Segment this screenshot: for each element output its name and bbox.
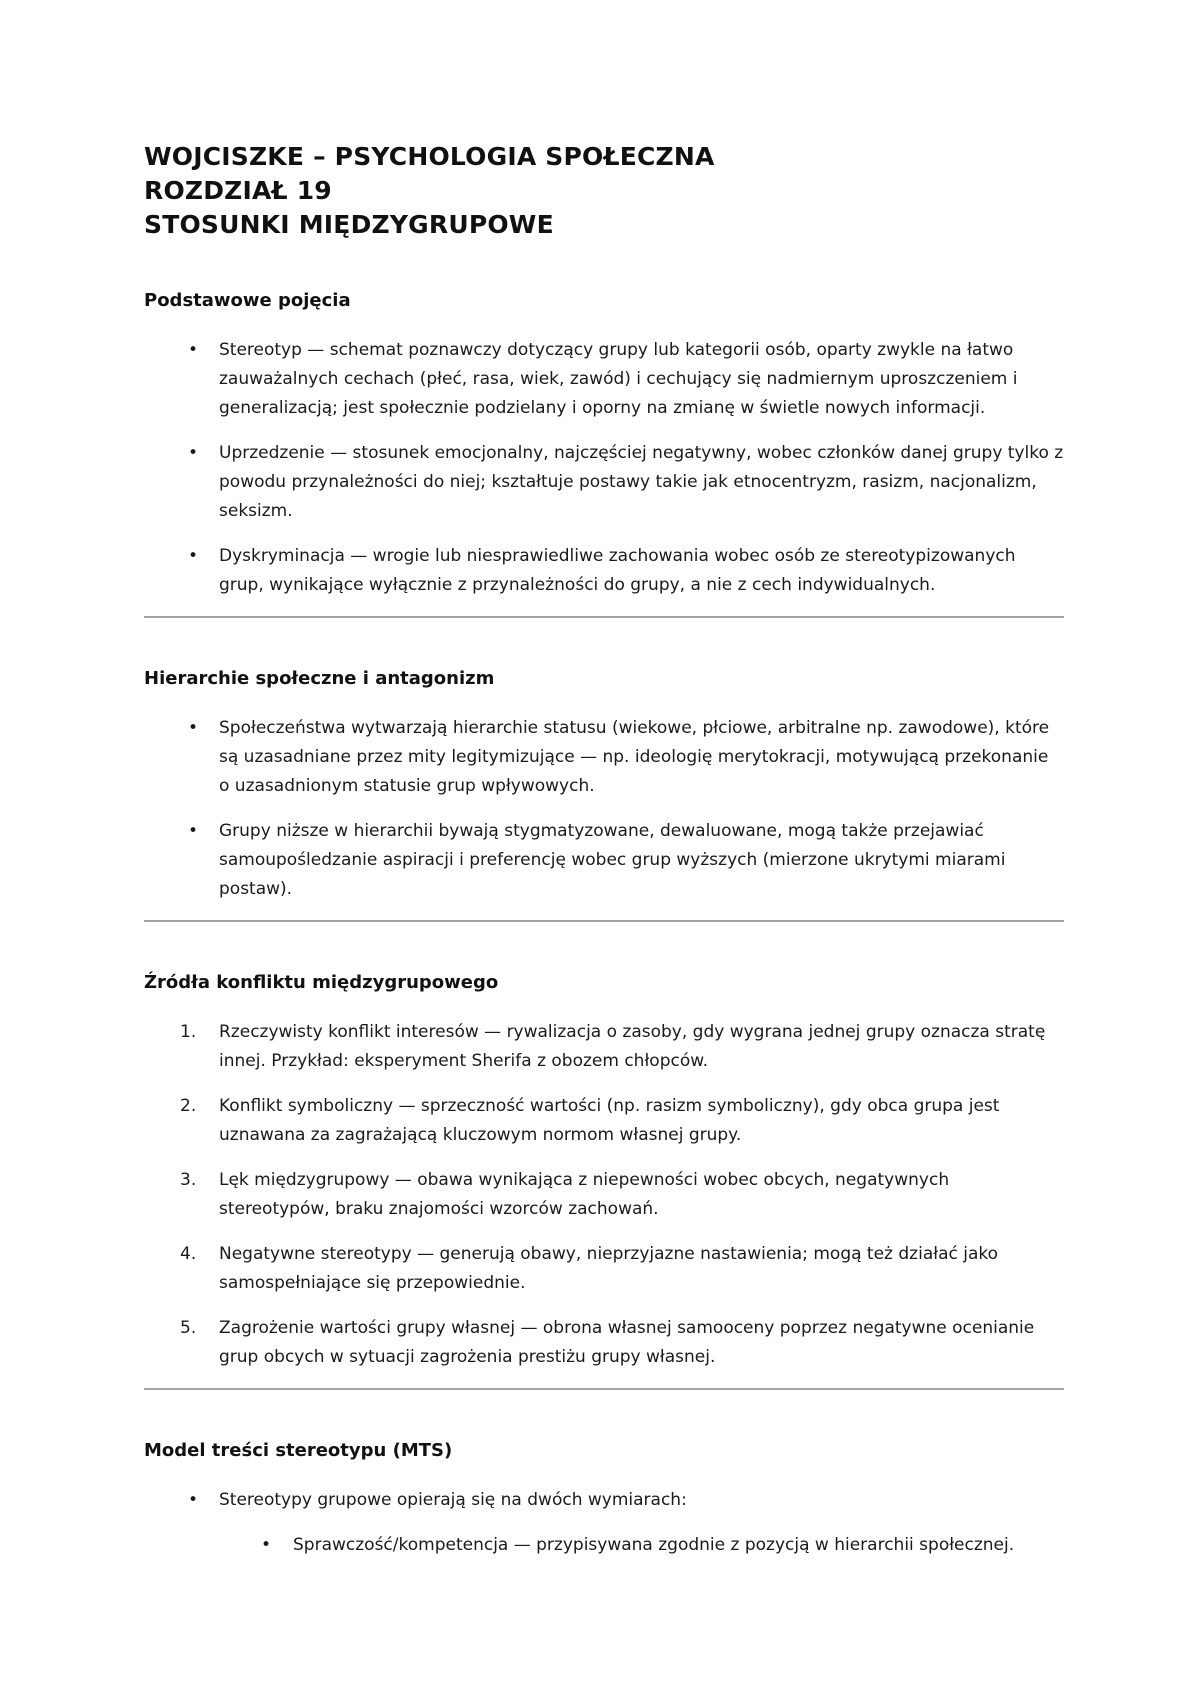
bullet-icon: • xyxy=(188,718,199,738)
section-divider xyxy=(144,920,1064,922)
bullet-icon: • xyxy=(188,1490,199,1510)
section-conflict-sources xyxy=(144,970,1064,1372)
section-basic-concepts xyxy=(144,288,1064,600)
list-number: 5. xyxy=(180,1318,197,1338)
bullet-icon: • xyxy=(188,340,199,360)
section-divider xyxy=(144,1388,1064,1390)
bullet-icon: • xyxy=(188,546,199,566)
list-item xyxy=(144,439,1064,526)
sub-list-item xyxy=(144,1531,1064,1560)
bullet-list xyxy=(144,714,1064,904)
list-number: 3. xyxy=(180,1170,197,1190)
numbered-list xyxy=(144,1018,1064,1372)
list-number: 4. xyxy=(180,1244,197,1264)
list-item xyxy=(144,1092,1064,1150)
list-number: 1. xyxy=(180,1022,197,1042)
list-item xyxy=(144,336,1064,423)
list-item-text: Lęk międzygrupowy — obawa wynikająca z niepewności wobec obcych, negatywnych stereotypów, braku znajomości wzorców zachowań. xyxy=(219,1170,950,1219)
document-content xyxy=(144,140,1064,1576)
bullet-list xyxy=(144,1486,1064,1560)
list-item xyxy=(144,1018,1064,1076)
bullet-icon: • xyxy=(188,821,199,841)
list-item xyxy=(144,714,1064,801)
list-item-text: Zagrożenie wartości grupy własnej — obrona własnej samooceny poprzez negatywne ocenianie grup obcych w sytuacji zagrożenia prestiżu grupy własnej. xyxy=(219,1318,1035,1367)
section-stereotype-content-model xyxy=(144,1438,1064,1560)
bullet-icon: • xyxy=(188,443,199,463)
title-line: WOJCISZKE – PSYCHOLOGIA SPOŁECZNA xyxy=(144,142,715,171)
title-line: ROZDZIAŁ 19 xyxy=(144,176,332,205)
section-heading: Model treści stereotypu (MTS) xyxy=(144,1440,453,1461)
bullet-icon: • xyxy=(261,1535,272,1555)
section-heading: Źródła konfliktu międzygrupowego xyxy=(144,972,499,993)
section-heading: Podstawowe pojęcia xyxy=(144,290,351,311)
list-item-text: Stereotypy grupowe opierają się na dwóch wymiarach: xyxy=(219,1490,687,1510)
section-heading: Hierarchie społeczne i antagonizm xyxy=(144,668,495,689)
list-item xyxy=(144,1166,1064,1224)
list-item xyxy=(144,542,1064,600)
list-item-text: Konflikt symboliczny — sprzeczność wartości (np. rasizm symboliczny), gdy obca grupa jest uznawana za zagrażającą kluczowym normom własnej grupy. xyxy=(219,1096,1000,1145)
list-item xyxy=(144,817,1064,904)
list-item xyxy=(144,1314,1064,1372)
list-number: 2. xyxy=(180,1096,197,1116)
list-item xyxy=(144,1240,1064,1298)
list-item-text: Grupy niższe w hierarchii bywają stygmatyzowane, dewaluowane, mogą także przejawiać samoupośledzanie aspiracji i preferencję wobec grup wyższych (mierzone ukrytymi miarami postaw). xyxy=(219,821,1006,899)
document-title xyxy=(144,140,1064,242)
section-divider xyxy=(144,616,1064,618)
bullet-list xyxy=(144,336,1064,600)
list-item-text: Uprzedzenie — stosunek emocjonalny, najczęściej negatywny, wobec członków danej grupy tylko z powodu przynależności do niej; kształtuje postawy takie jak etnocentryzm, rasizm, nacjonalizm, seksizm. xyxy=(219,443,1064,521)
list-item-text: Negatywne stereotypy — generują obawy, nieprzyjazne nastawienia; mogą też działać jako samospełniające się przepowiednie. xyxy=(219,1244,999,1293)
title-line: STOSUNKI MIĘDZYGRUPOWE xyxy=(144,210,554,239)
list-item-text: Rzeczywisty konflikt interesów — rywalizacja o zasoby, gdy wygrana jednej grupy oznacza stratę innej. Przykład: eksperyment Sherifa z obozem chłopców. xyxy=(219,1022,1046,1071)
section-social-hierarchies xyxy=(144,666,1064,904)
list-item-text: Dyskryminacja — wrogie lub niesprawiedliwe zachowania wobec osób ze stereotypizowanych grup, wynikające wyłącznie z przynależności do grupy, a nie z cech indywidualnych. xyxy=(219,546,1016,595)
list-item-text: Sprawczość/kompetencja — przypisywana zgodnie z pozycją w hierarchii społecznej. xyxy=(293,1535,1015,1555)
list-item-text: Stereotyp — schemat poznawczy dotyczący grupy lub kategorii osób, oparty zwykle na łatwo zauważalnych cechach (płeć, rasa, wiek, zawód) i cechujący się nadmiernym uproszczeniem i generalizacją; jest społecznie podzielany i oporny na zmianę w świetle nowych informacji. xyxy=(219,340,1018,418)
list-item xyxy=(144,1486,1064,1515)
list-item-text: Społeczeństwa wytwarzają hierarchie statusu (wiekowe, płciowe, arbitralne np. zawodowe), które są uzasadniane przez mity legitymizujące — np. ideologię merytokracji, motywującą przekonanie o uzasadnionym statusie grup wpływowych. xyxy=(219,718,1050,796)
